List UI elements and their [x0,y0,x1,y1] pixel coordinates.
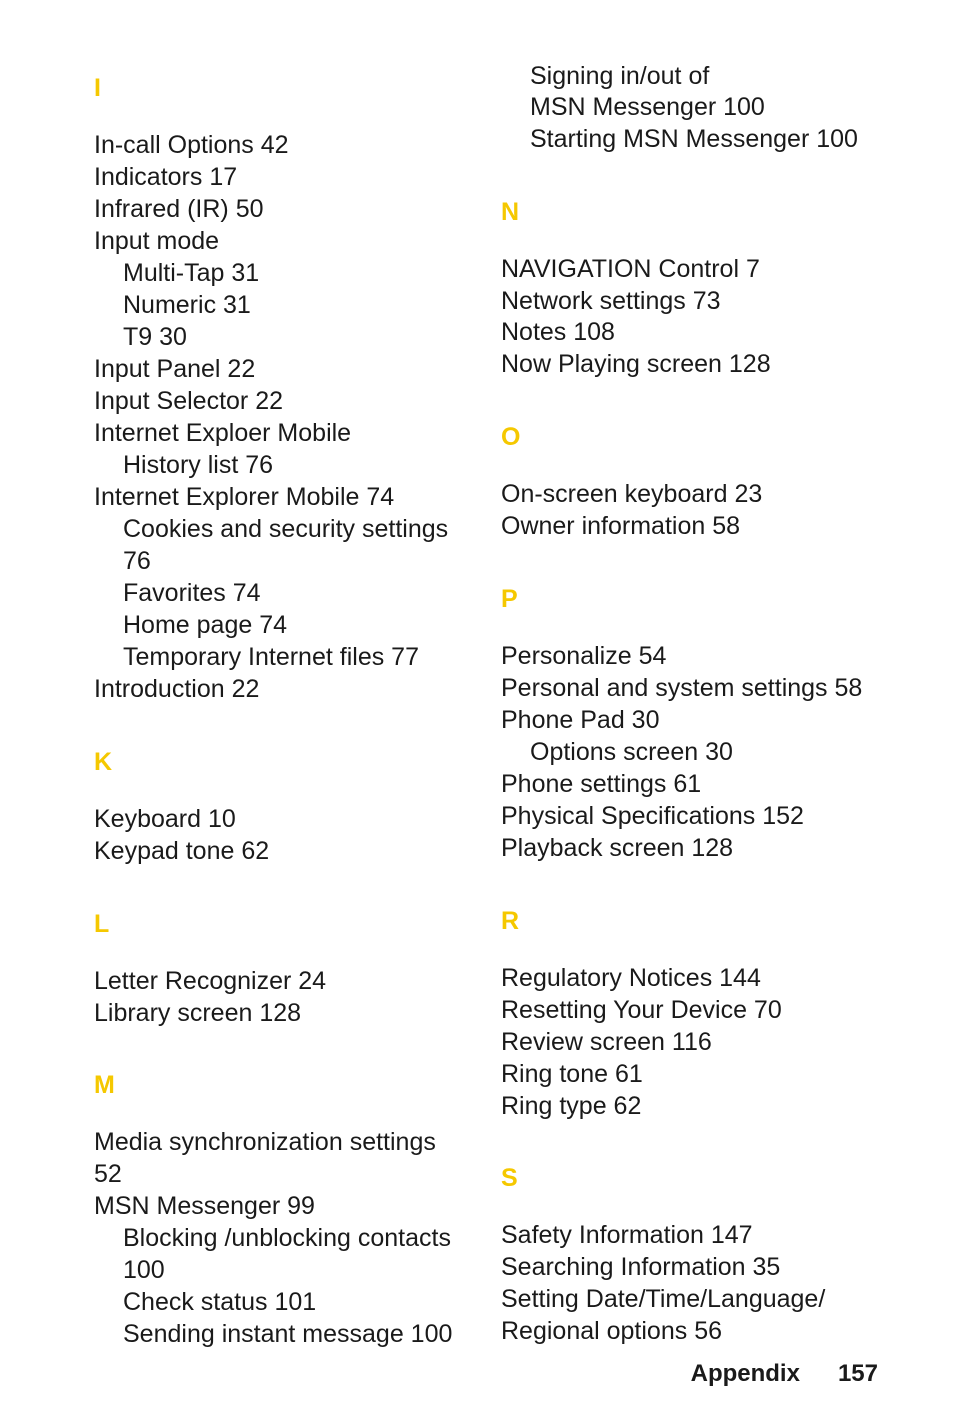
index-subentry: History list 76 [123,451,274,479]
index-entry: 52 [94,1160,122,1188]
index-entry: Owner information 58 [501,512,741,540]
index-entry: Setting Date/Time/Language/ [501,1285,826,1313]
footer-page-number: 157 [837,1360,878,1387]
footer-section: Appendix [690,1360,800,1387]
index-entry: In-call Options 42 [94,131,289,159]
index-entry: Ring tone 61 [501,1060,643,1088]
index-letter-heading: M [94,1071,115,1099]
index-entry: Input mode [94,227,220,255]
index-subentry: Favorites 74 [123,579,261,607]
index-entry: MSN Messenger 99 [94,1192,315,1220]
index-entry: Phone settings 61 [501,770,702,798]
index-letter-heading: S [501,1164,518,1192]
index-subentry: Temporary Internet files 77 [123,643,419,671]
index-subentry: Signing in/out of [530,62,710,90]
index-entry: NAVIGATION Control 7 [501,255,760,283]
index-entry: Playback screen 128 [501,834,734,862]
index-letter-heading: L [94,910,110,938]
index-subentry: Starting MSN Messenger 100 [530,125,858,153]
index-entry: Internet Explorer Mobile 74 [94,483,395,511]
index-entry: Network settings 73 [501,287,721,315]
index-subentry: Home page 74 [123,611,288,639]
index-entry: Internet Exploer Mobile [94,419,352,447]
index-entry: Searching Information 35 [501,1253,781,1281]
index-entry: Indicators 17 [94,163,238,191]
index-entry: Regional options 56 [501,1317,722,1345]
index-entry: Regulatory Notices 144 [501,964,761,992]
index-entry: Input Selector 22 [94,387,284,415]
index-entry: Media synchronization settings [94,1128,436,1156]
index-entry: Phone Pad 30 [501,706,660,734]
index-entry: Personal and system settings 58 [501,674,863,702]
index-entry: Letter Recognizer 24 [94,967,327,995]
index-subentry: Check status 101 [123,1288,317,1316]
index-entry: Now Playing screen 128 [501,350,771,378]
index-entry: Input Panel 22 [94,355,256,383]
index-entry: Introduction 22 [94,675,260,703]
index-letter-heading: I [94,74,101,102]
index-entry: Safety Information 147 [501,1221,753,1249]
index-entry: Library screen 128 [94,999,302,1027]
index-subentry: 100 [123,1256,165,1284]
index-subentry: Multi-Tap 31 [123,259,260,287]
index-subentry: Sending instant message 100 [123,1320,453,1348]
index-letter-heading: N [501,198,520,226]
index-entry: Review screen 116 [501,1028,712,1056]
index-entry: Personalize 54 [501,642,667,670]
index-entry: Resetting Your Device 70 [501,996,782,1024]
index-entry: Infrared (IR) 50 [94,195,264,223]
index-subentry: T9 30 [123,323,187,351]
index-letter-heading: K [94,748,113,776]
index-entry: Keypad tone 62 [94,837,270,865]
index-entry: Physical Specifications 152 [501,802,804,830]
index-subentry: Blocking /unblocking contacts [123,1224,451,1252]
index-subentry: Options screen 30 [530,738,733,766]
index-subentry: Cookies and security settings [123,515,449,543]
index-letter-heading: P [501,585,518,613]
index-subentry: Numeric 31 [123,291,251,319]
index-subentry: MSN Messenger 100 [530,93,765,121]
index-entry: Notes 108 [501,318,615,346]
index-entry: On-screen keyboard 23 [501,480,763,508]
page-footer [600,1358,878,1390]
index-entry: Keyboard 10 [94,805,236,833]
index-letter-heading: O [501,423,521,451]
index-letter-heading: R [501,907,520,935]
index-entry: Ring type 62 [501,1092,642,1120]
index-subentry: 76 [123,547,151,575]
